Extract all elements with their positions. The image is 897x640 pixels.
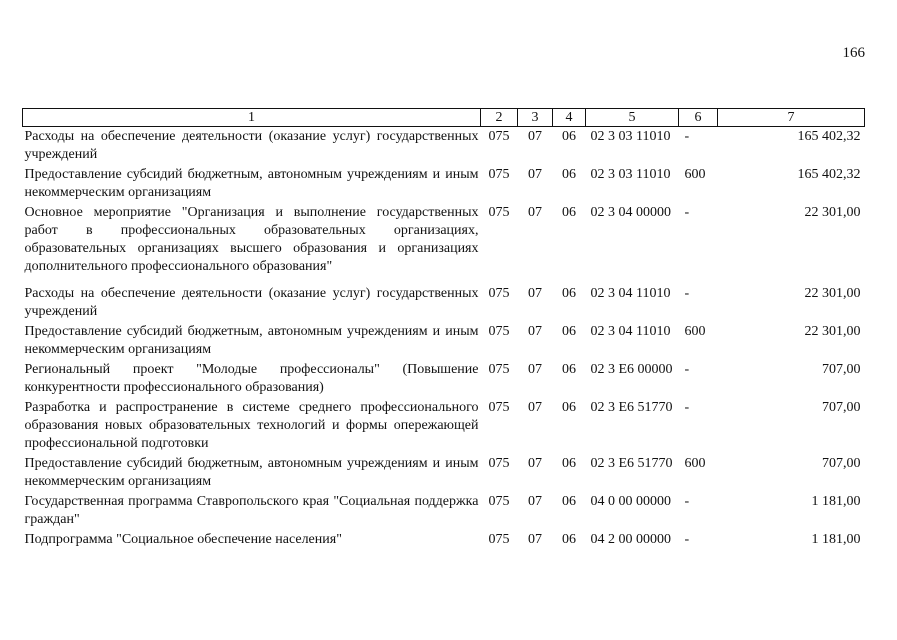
column-header: 7 [718,109,865,127]
ministry-code: 075 [488,167,510,182]
subsection-code: 06 [562,494,576,509]
item-name: Региональный проект "Молодые профессионалы" (Повышение конкурентности профессионального образования) [24,362,479,395]
section-code: 07 [528,205,542,220]
table-row [23,398,865,454]
section-code: 07 [528,129,542,144]
section-code: 07 [528,532,542,547]
page-number: 166 [842,45,865,61]
target-code: 02 3 04 11010 [590,324,671,339]
section-code: 07 [528,362,542,377]
ministry-code: 075 [488,324,510,339]
section-code: 07 [528,400,542,415]
target-code: 04 2 00 00000 [590,532,671,547]
table-row [23,360,865,398]
amount: 707,00 [822,456,861,471]
amount: 22 301,00 [804,286,861,301]
table-row [23,530,865,550]
expense-type-code: - [684,400,690,415]
section-code: 07 [528,456,542,471]
item-name: Предоставление субсидий бюджетным, автономным учреждениям и иным некоммерческим организациям [24,456,479,489]
item-name: Подпрограмма "Социальное обеспечение населения" [24,532,342,547]
target-code: 02 3 E6 51770 [590,456,673,471]
column-header: 2 [481,109,518,127]
item-name: Расходы на обеспечение деятельности (оказание услуг) государственных учреждений [24,129,479,162]
ministry-code: 075 [488,532,510,547]
ministry-code: 075 [488,286,510,301]
item-name: Основное мероприятие "Организация и выполнение государственных работ в профессиональных образовательных организациях, образовательных организациях высшего образования и организациях дополнительного профессионального образования" [24,205,479,274]
table-header-row [23,109,865,127]
ministry-code: 075 [488,205,510,220]
item-name: Разработка и распространение в системе среднего профессионального образования новых образовательных технологий и формы опережающей профессиональной подготовки [24,400,479,451]
item-name: Предоставление субсидий бюджетным, автономным учреждениям и иным некоммерческим организациям [24,324,479,357]
column-header: 5 [586,109,679,127]
target-code: 02 3 03 11010 [590,129,671,144]
subsection-code: 06 [562,167,576,182]
expense-type-code: - [684,494,690,509]
amount: 22 301,00 [804,324,861,339]
ministry-code: 075 [488,362,510,377]
target-code: 02 3 E6 00000 [590,362,673,377]
table-row [23,492,865,530]
table-row [23,203,865,277]
target-code: 02 3 03 11010 [590,167,671,182]
amount: 165 402,32 [797,167,861,182]
expense-type-code: 600 [684,324,706,339]
ministry-code: 075 [488,494,510,509]
amount: 707,00 [822,400,861,415]
amount: 1 181,00 [811,494,861,509]
subsection-code: 06 [562,400,576,415]
subsection-code: 06 [562,532,576,547]
table-row [23,165,865,203]
amount: 22 301,00 [804,205,861,220]
table-row [23,322,865,360]
expense-type-code: - [684,286,690,301]
subsection-code: 06 [562,129,576,144]
column-header: 4 [553,109,586,127]
amount: 165 402,32 [797,129,861,144]
subsection-code: 06 [562,362,576,377]
subsection-code: 06 [562,286,576,301]
item-name: Расходы на обеспечение деятельности (оказание услуг) государственных учреждений [24,286,479,319]
section-code: 07 [528,167,542,182]
item-name: Государственная программа Ставропольского края "Социальная поддержка граждан" [24,494,479,527]
expense-type-code: 600 [684,167,706,182]
table-row [23,454,865,492]
expense-type-code: - [684,532,690,547]
subsection-code: 06 [562,324,576,339]
section-code: 07 [528,494,542,509]
budget-table [22,108,865,550]
expense-type-code: - [684,129,690,144]
column-header: 6 [679,109,718,127]
subsection-code: 06 [562,456,576,471]
item-name: Предоставление субсидий бюджетным, автономным учреждениям и иным некоммерческим организациям [24,167,479,200]
column-header: 3 [518,109,553,127]
target-code: 04 0 00 00000 [590,494,671,509]
expense-type-code: 600 [684,456,706,471]
amount: 1 181,00 [811,532,861,547]
table-row [23,277,865,322]
subsection-code: 06 [562,205,576,220]
section-code: 07 [528,286,542,301]
expense-type-code: - [684,205,690,220]
amount: 707,00 [822,362,861,377]
table-row [23,127,865,166]
expense-type-code: - [684,362,690,377]
target-code: 02 3 04 00000 [590,205,671,220]
section-code: 07 [528,324,542,339]
ministry-code: 075 [488,400,510,415]
ministry-code: 075 [488,456,510,471]
ministry-code: 075 [488,129,510,144]
column-header: 1 [23,109,481,127]
target-code: 02 3 04 11010 [590,286,671,301]
target-code: 02 3 E6 51770 [590,400,673,415]
